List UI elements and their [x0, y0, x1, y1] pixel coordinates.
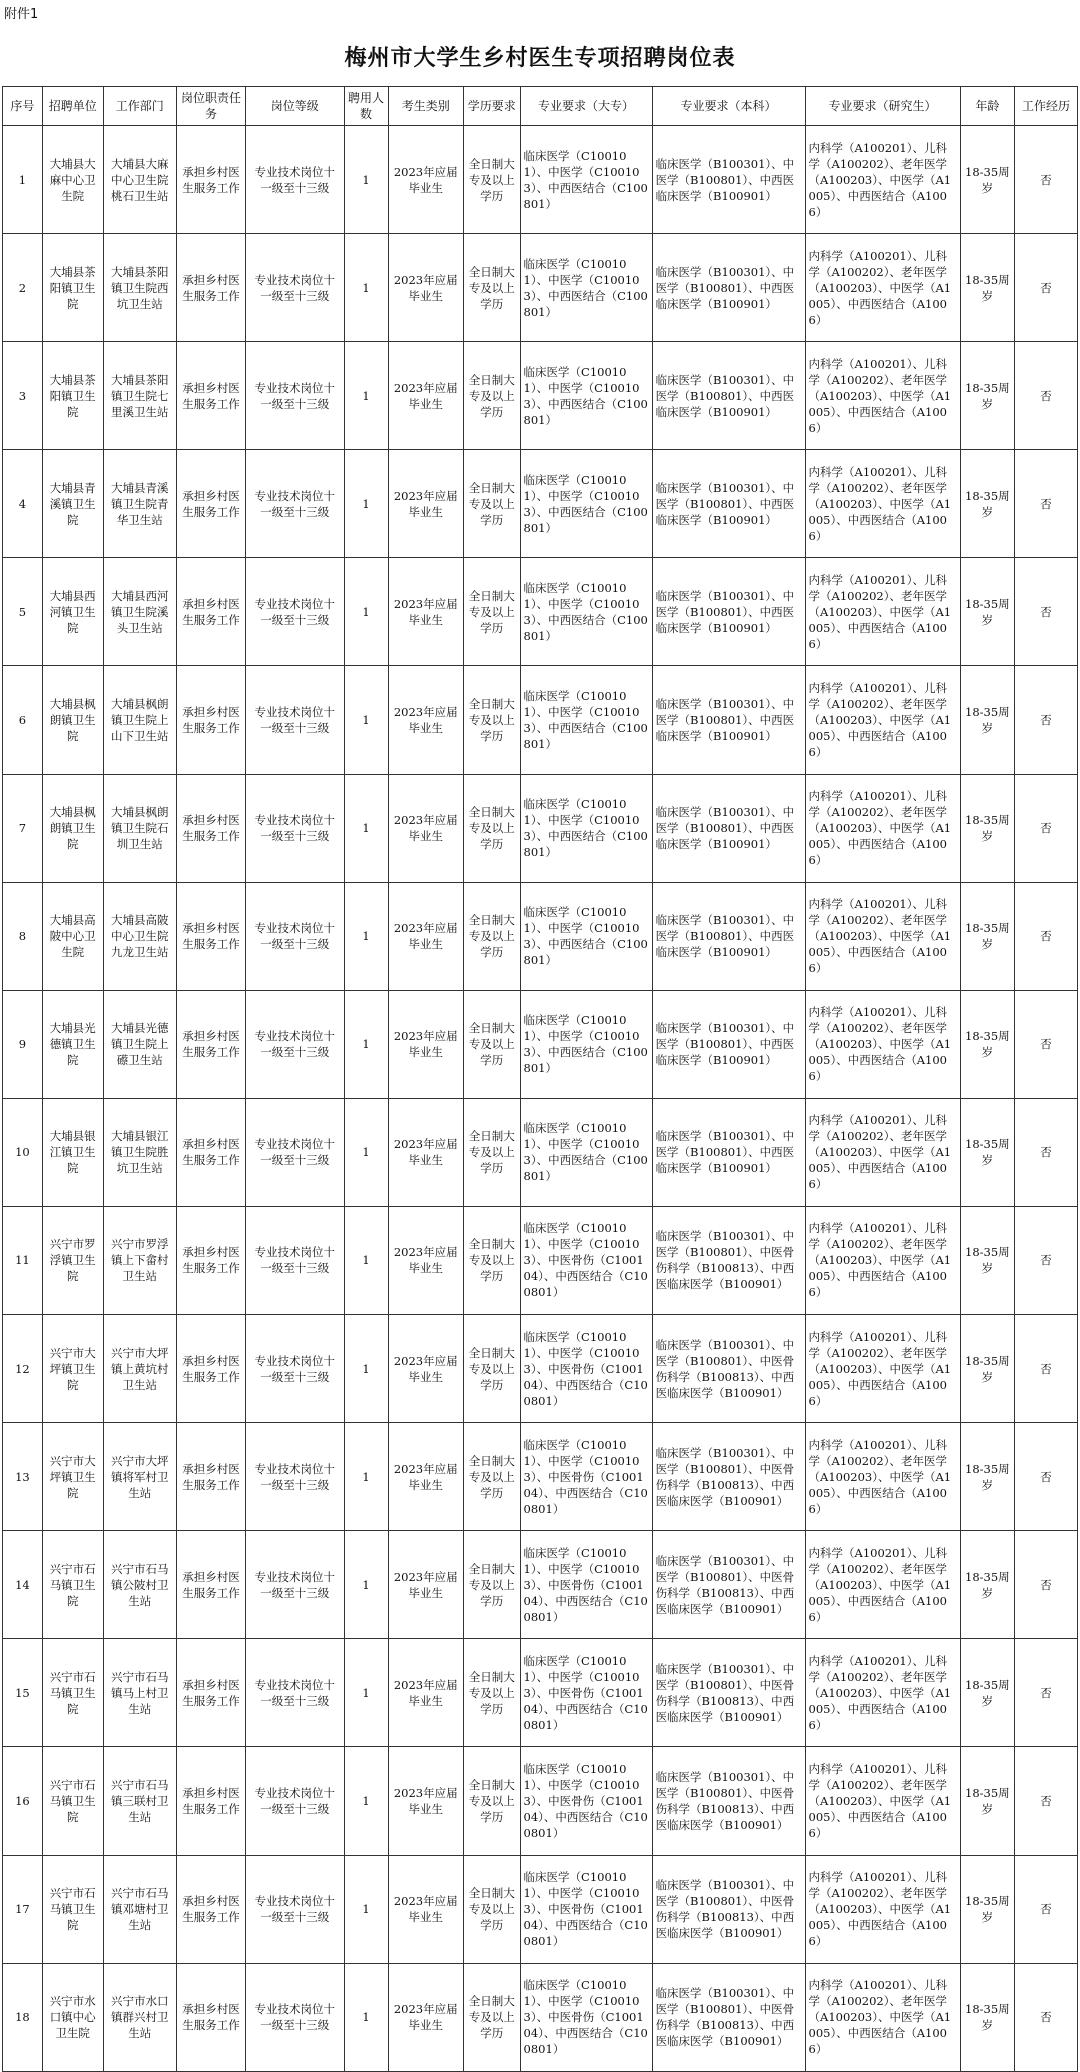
cell-major-bachelor: 临床医学（B100301）、中医学（B100801）、中医骨伤科学（B100813）、中西医临床医学（B100901） [652, 1423, 805, 1531]
cell-unit: 兴宁市石马镇卫生院 [42, 1531, 103, 1639]
cell-experience: 否 [1015, 1747, 1078, 1855]
cell-major-college: 临床医学（C100101）、中医学（C100103）、中西医结合（C100801） [520, 450, 652, 558]
cell-major-bachelor: 临床医学（B100301）、中医学（B100801）、中医骨伤科学（B100813）、中西医临床医学（B100901） [652, 1855, 805, 1963]
cell-grade: 专业技术岗位十一级至十三级 [246, 1639, 344, 1747]
cell-dept: 兴宁市石马镇马上村卫生站 [103, 1639, 176, 1747]
table-row [3, 882, 1078, 990]
cell-category: 2023年应届毕业生 [388, 234, 463, 342]
cell-major-college: 临床医学（C100101）、中医学（C100103）、中西医结合（C100801） [520, 882, 652, 990]
cell-duty: 承担乡村医生服务工作 [176, 450, 245, 558]
cell-no: 17 [3, 1855, 43, 1963]
cell-unit: 兴宁市罗浮镇卫生院 [42, 1206, 103, 1314]
cell-major-graduate: 内科学（A100201）、儿科学（A100202）、老年医学（A100203）、中医学（A1005）、中西医结合（A1006） [805, 1531, 960, 1639]
cell-age: 18-35周岁 [960, 990, 1014, 1098]
cell-unit: 大埔县枫朗镇卫生院 [42, 666, 103, 774]
cell-major-graduate: 内科学（A100201）、儿科学（A100202）、老年医学（A100203）、中医学（A1005）、中西医结合（A1006） [805, 1747, 960, 1855]
cell-dept: 大埔县枫朗镇卫生院石圳卫生站 [103, 774, 176, 882]
cell-duty: 承担乡村医生服务工作 [176, 882, 245, 990]
cell-duty: 承担乡村医生服务工作 [176, 126, 245, 234]
cell-major-bachelor: 临床医学（B100301）、中医学（B100801）、中医骨伤科学（B100813）、中西医临床医学（B100901） [652, 1206, 805, 1314]
cell-no: 2 [3, 234, 43, 342]
cell-category: 2023年应届毕业生 [388, 1747, 463, 1855]
cell-duty: 承担乡村医生服务工作 [176, 1315, 245, 1423]
cell-dept: 大埔县茶阳镇卫生院西坑卫生站 [103, 234, 176, 342]
cell-experience: 否 [1015, 666, 1078, 774]
cell-education: 全日制大专及以上学历 [463, 234, 520, 342]
cell-no: 13 [3, 1423, 43, 1531]
header-experience: 工作经历 [1015, 87, 1078, 126]
table-row [3, 1531, 1078, 1639]
table-row [3, 342, 1078, 450]
cell-experience: 否 [1015, 1206, 1078, 1314]
cell-count: 1 [344, 1098, 388, 1206]
cell-major-graduate: 内科学（A100201）、儿科学（A100202）、老年医学（A100203）、中医学（A1005）、中西医结合（A1006） [805, 1206, 960, 1314]
cell-dept: 大埔县光德镇卫生院上礤卫生站 [103, 990, 176, 1098]
cell-major-graduate: 内科学（A100201）、儿科学（A100202）、老年医学（A100203）、中医学（A1005）、中西医结合（A1006） [805, 558, 960, 666]
cell-unit: 大埔县茶阳镇卫生院 [42, 342, 103, 450]
cell-grade: 专业技术岗位十一级至十三级 [246, 234, 344, 342]
cell-major-college: 临床医学（C100101）、中医学（C100103）、中西医结合（C100801） [520, 558, 652, 666]
cell-grade: 专业技术岗位十一级至十三级 [246, 1855, 344, 1963]
cell-experience: 否 [1015, 1531, 1078, 1639]
cell-count: 1 [344, 1206, 388, 1314]
table-row [3, 1855, 1078, 1963]
cell-major-graduate: 内科学（A100201）、儿科学（A100202）、老年医学（A100203）、中医学（A1005）、中西医结合（A1006） [805, 1855, 960, 1963]
table-row [3, 1747, 1078, 1855]
cell-duty: 承担乡村医生服务工作 [176, 1206, 245, 1314]
cell-no: 11 [3, 1206, 43, 1314]
cell-major-bachelor: 临床医学（B100301）、中医学（B100801）、中医骨伤科学（B100813）、中西医临床医学（B100901） [652, 1531, 805, 1639]
cell-dept: 大埔县枫朗镇卫生院上山下卫生站 [103, 666, 176, 774]
table-row [3, 774, 1078, 882]
cell-education: 全日制大专及以上学历 [463, 1531, 520, 1639]
cell-education: 全日制大专及以上学历 [463, 126, 520, 234]
cell-age: 18-35周岁 [960, 774, 1014, 882]
cell-unit: 大埔县西河镇卫生院 [42, 558, 103, 666]
cell-experience: 否 [1015, 882, 1078, 990]
cell-duty: 承担乡村医生服务工作 [176, 774, 245, 882]
cell-no: 18 [3, 1963, 43, 2071]
cell-major-bachelor: 临床医学（B100301）、中医学（B100801）、中西医临床医学（B100901） [652, 882, 805, 990]
cell-grade: 专业技术岗位十一级至十三级 [246, 1963, 344, 2071]
cell-major-graduate: 内科学（A100201）、儿科学（A100202）、老年医学（A100203）、中医学（A1005）、中西医结合（A1006） [805, 1963, 960, 2071]
cell-major-college: 临床医学（C100101）、中医学（C100103）、中西医结合（C100801） [520, 1098, 652, 1206]
cell-grade: 专业技术岗位十一级至十三级 [246, 882, 344, 990]
cell-duty: 承担乡村医生服务工作 [176, 234, 245, 342]
cell-dept: 兴宁市石马镇邓塘村卫生站 [103, 1855, 176, 1963]
cell-major-bachelor: 临床医学（B100301）、中医学（B100801）、中西医临床医学（B100901） [652, 342, 805, 450]
cell-dept: 大埔县西河镇卫生院溪头卫生站 [103, 558, 176, 666]
cell-education: 全日制大专及以上学历 [463, 1098, 520, 1206]
cell-major-bachelor: 临床医学（B100301）、中医学（B100801）、中西医临床医学（B100901） [652, 774, 805, 882]
cell-major-college: 临床医学（C100101）、中医学（C100103）、中医骨伤（C100104）、中西医结合（C100801） [520, 1423, 652, 1531]
cell-count: 1 [344, 1423, 388, 1531]
cell-age: 18-35周岁 [960, 666, 1014, 774]
cell-grade: 专业技术岗位十一级至十三级 [246, 1423, 344, 1531]
table-row [3, 666, 1078, 774]
cell-count: 1 [344, 774, 388, 882]
page-title: 梅州市大学生乡村医生专项招聘岗位表 [344, 45, 736, 71]
cell-major-college: 临床医学（C100101）、中医学（C100103）、中西医结合（C100801） [520, 990, 652, 1098]
cell-no: 3 [3, 342, 43, 450]
cell-unit: 兴宁市石马镇卫生院 [42, 1855, 103, 1963]
cell-unit: 兴宁市大坪镇卫生院 [42, 1423, 103, 1531]
cell-grade: 专业技术岗位十一级至十三级 [246, 1098, 344, 1206]
cell-major-college: 临床医学（C100101）、中医学（C100103）、中西医结合（C100801） [520, 666, 652, 774]
table-row [3, 990, 1078, 1098]
cell-education: 全日制大专及以上学历 [463, 1639, 520, 1747]
table-row [3, 1315, 1078, 1423]
table-row [3, 1963, 1078, 2071]
cell-duty: 承担乡村医生服务工作 [176, 1639, 245, 1747]
cell-dept: 大埔县青溪镇卫生院青华卫生站 [103, 450, 176, 558]
cell-unit: 兴宁市大坪镇卫生院 [42, 1315, 103, 1423]
table-row [3, 1098, 1078, 1206]
cell-major-college: 临床医学（C100101）、中医学（C100103）、中医骨伤（C100104）、中西医结合（C100801） [520, 1855, 652, 1963]
cell-count: 1 [344, 1963, 388, 2071]
cell-category: 2023年应届毕业生 [388, 126, 463, 234]
cell-major-graduate: 内科学（A100201）、儿科学（A100202）、老年医学（A100203）、中医学（A1005）、中西医结合（A1006） [805, 450, 960, 558]
cell-grade: 专业技术岗位十一级至十三级 [246, 342, 344, 450]
cell-major-graduate: 内科学（A100201）、儿科学（A100202）、老年医学（A100203）、中医学（A1005）、中西医结合（A1006） [805, 126, 960, 234]
cell-no: 8 [3, 882, 43, 990]
cell-duty: 承担乡村医生服务工作 [176, 558, 245, 666]
cell-major-college: 临床医学（C100101）、中医学（C100103）、中医骨伤（C100104）、中西医结合（C100801） [520, 1747, 652, 1855]
cell-no: 9 [3, 990, 43, 1098]
cell-dept: 兴宁市大坪镇上黄坑村卫生站 [103, 1315, 176, 1423]
cell-education: 全日制大专及以上学历 [463, 450, 520, 558]
cell-duty: 承担乡村医生服务工作 [176, 1098, 245, 1206]
cell-major-graduate: 内科学（A100201）、儿科学（A100202）、老年医学（A100203）、中医学（A1005）、中西医结合（A1006） [805, 666, 960, 774]
cell-category: 2023年应届毕业生 [388, 1206, 463, 1314]
header-education: 学历要求 [463, 87, 520, 126]
cell-age: 18-35周岁 [960, 1315, 1014, 1423]
cell-dept: 大埔县高陂中心卫生院九龙卫生站 [103, 882, 176, 990]
cell-experience: 否 [1015, 450, 1078, 558]
cell-experience: 否 [1015, 126, 1078, 234]
cell-major-bachelor: 临床医学（B100301）、中医学（B100801）、中西医临床医学（B100901） [652, 666, 805, 774]
header-grade: 岗位等级 [246, 87, 344, 126]
header-count: 聘用人数 [344, 87, 388, 126]
cell-category: 2023年应届毕业生 [388, 450, 463, 558]
cell-category: 2023年应届毕业生 [388, 1315, 463, 1423]
cell-duty: 承担乡村医生服务工作 [176, 1531, 245, 1639]
cell-age: 18-35周岁 [960, 1206, 1014, 1314]
cell-unit: 大埔县光德镇卫生院 [42, 990, 103, 1098]
cell-grade: 专业技术岗位十一级至十三级 [246, 126, 344, 234]
cell-category: 2023年应届毕业生 [388, 774, 463, 882]
cell-major-graduate: 内科学（A100201）、儿科学（A100202）、老年医学（A100203）、中医学（A1005）、中西医结合（A1006） [805, 1423, 960, 1531]
cell-major-bachelor: 临床医学（B100301）、中医学（B100801）、中医骨伤科学（B100813）、中西医临床医学（B100901） [652, 1963, 805, 2071]
cell-age: 18-35周岁 [960, 882, 1014, 990]
cell-age: 18-35周岁 [960, 1098, 1014, 1206]
attachment-label: 附件1 [4, 7, 39, 22]
cell-age: 18-35周岁 [960, 1963, 1014, 2071]
cell-age: 18-35周岁 [960, 126, 1014, 234]
cell-experience: 否 [1015, 342, 1078, 450]
cell-major-college: 临床医学（C100101）、中医学（C100103）、中医骨伤（C100104）、中西医结合（C100801） [520, 1531, 652, 1639]
cell-unit: 大埔县银江镇卫生院 [42, 1098, 103, 1206]
cell-age: 18-35周岁 [960, 558, 1014, 666]
cell-education: 全日制大专及以上学历 [463, 342, 520, 450]
cell-education: 全日制大专及以上学历 [463, 1963, 520, 2071]
cell-count: 1 [344, 1531, 388, 1639]
cell-no: 4 [3, 450, 43, 558]
cell-education: 全日制大专及以上学历 [463, 666, 520, 774]
cell-duty: 承担乡村医生服务工作 [176, 342, 245, 450]
cell-no: 7 [3, 774, 43, 882]
cell-age: 18-35周岁 [960, 342, 1014, 450]
cell-education: 全日制大专及以上学历 [463, 1423, 520, 1531]
table-row [3, 450, 1078, 558]
cell-no: 12 [3, 1315, 43, 1423]
cell-dept: 兴宁市石马镇三联村卫生站 [103, 1747, 176, 1855]
cell-count: 1 [344, 1315, 388, 1423]
header-major-bachelor: 专业要求（本科） [652, 87, 805, 126]
header-duty: 岗位职责任务 [176, 87, 245, 126]
cell-unit: 大埔县大麻中心卫生院 [42, 126, 103, 234]
cell-dept: 大埔县大麻中心卫生院桃石卫生站 [103, 126, 176, 234]
table-row [3, 1639, 1078, 1747]
cell-category: 2023年应届毕业生 [388, 1639, 463, 1747]
cell-grade: 专业技术岗位十一级至十三级 [246, 1315, 344, 1423]
cell-duty: 承担乡村医生服务工作 [176, 1963, 245, 2071]
header-dept: 工作部门 [103, 87, 176, 126]
cell-duty: 承担乡村医生服务工作 [176, 1423, 245, 1531]
cell-major-bachelor: 临床医学（B100301）、中医学（B100801）、中西医临床医学（B100901） [652, 234, 805, 342]
cell-unit: 大埔县茶阳镇卫生院 [42, 234, 103, 342]
cell-grade: 专业技术岗位十一级至十三级 [246, 1531, 344, 1639]
cell-major-bachelor: 临床医学（B100301）、中医学（B100801）、中西医临床医学（B100901） [652, 126, 805, 234]
cell-grade: 专业技术岗位十一级至十三级 [246, 990, 344, 1098]
cell-category: 2023年应届毕业生 [388, 666, 463, 774]
cell-dept: 兴宁市石马镇公陂村卫生站 [103, 1531, 176, 1639]
cell-category: 2023年应届毕业生 [388, 882, 463, 990]
cell-dept: 大埔县银江镇卫生院胜坑卫生站 [103, 1098, 176, 1206]
cell-education: 全日制大专及以上学历 [463, 1855, 520, 1963]
cell-experience: 否 [1015, 774, 1078, 882]
table-header-row [3, 87, 1078, 126]
cell-count: 1 [344, 882, 388, 990]
cell-education: 全日制大专及以上学历 [463, 882, 520, 990]
cell-major-bachelor: 临床医学（B100301）、中医学（B100801）、中西医临床医学（B100901） [652, 558, 805, 666]
cell-duty: 承担乡村医生服务工作 [176, 1747, 245, 1855]
cell-major-bachelor: 临床医学（B100301）、中医学（B100801）、中医骨伤科学（B100813）、中西医临床医学（B100901） [652, 1639, 805, 1747]
cell-education: 全日制大专及以上学历 [463, 1747, 520, 1855]
cell-dept: 大埔县茶阳镇卫生院七里溪卫生站 [103, 342, 176, 450]
cell-category: 2023年应届毕业生 [388, 342, 463, 450]
recruitment-table [2, 86, 1078, 2072]
cell-unit: 大埔县青溪镇卫生院 [42, 450, 103, 558]
table-row [3, 558, 1078, 666]
cell-duty: 承担乡村医生服务工作 [176, 666, 245, 774]
table-row [3, 1206, 1078, 1314]
cell-education: 全日制大专及以上学历 [463, 990, 520, 1098]
cell-no: 16 [3, 1747, 43, 1855]
cell-no: 14 [3, 1531, 43, 1639]
cell-grade: 专业技术岗位十一级至十三级 [246, 774, 344, 882]
cell-grade: 专业技术岗位十一级至十三级 [246, 1206, 344, 1314]
cell-major-graduate: 内科学（A100201）、儿科学（A100202）、老年医学（A100203）、中医学（A1005）、中西医结合（A1006） [805, 882, 960, 990]
cell-no: 1 [3, 126, 43, 234]
cell-major-college: 临床医学（C100101）、中医学（C100103）、中西医结合（C100801） [520, 126, 652, 234]
cell-major-college: 临床医学（C100101）、中医学（C100103）、中医骨伤（C100104）、中西医结合（C100801） [520, 1206, 652, 1314]
cell-age: 18-35周岁 [960, 1855, 1014, 1963]
cell-count: 1 [344, 558, 388, 666]
header-major-graduate: 专业要求（研究生） [805, 87, 960, 126]
header-category: 考生类别 [388, 87, 463, 126]
cell-duty: 承担乡村医生服务工作 [176, 1855, 245, 1963]
cell-no: 5 [3, 558, 43, 666]
cell-major-graduate: 内科学（A100201）、儿科学（A100202）、老年医学（A100203）、中医学（A1005）、中西医结合（A1006） [805, 1315, 960, 1423]
cell-dept: 兴宁市罗浮镇上下畲村卫生站 [103, 1206, 176, 1314]
cell-major-bachelor: 临床医学（B100301）、中医学（B100801）、中医骨伤科学（B100813）、中西医临床医学（B100901） [652, 1315, 805, 1423]
cell-experience: 否 [1015, 1639, 1078, 1747]
cell-no: 10 [3, 1098, 43, 1206]
cell-major-bachelor: 临床医学（B100301）、中医学（B100801）、中医骨伤科学（B100813）、中西医临床医学（B100901） [652, 1747, 805, 1855]
cell-education: 全日制大专及以上学历 [463, 774, 520, 882]
cell-major-college: 临床医学（C100101）、中医学（C100103）、中医骨伤（C100104）、中西医结合（C100801） [520, 1963, 652, 2071]
table-row [3, 126, 1078, 234]
cell-count: 1 [344, 1639, 388, 1747]
cell-no: 15 [3, 1639, 43, 1747]
cell-dept: 兴宁市水口镇群兴村卫生站 [103, 1963, 176, 2071]
cell-count: 1 [344, 234, 388, 342]
cell-experience: 否 [1015, 1423, 1078, 1531]
header-no: 序号 [3, 87, 43, 126]
cell-duty: 承担乡村医生服务工作 [176, 990, 245, 1098]
header-age: 年龄 [960, 87, 1014, 126]
cell-major-graduate: 内科学（A100201）、儿科学（A100202）、老年医学（A100203）、中医学（A1005）、中西医结合（A1006） [805, 990, 960, 1098]
cell-age: 18-35周岁 [960, 1639, 1014, 1747]
table-row [3, 1423, 1078, 1531]
table-row [3, 234, 1078, 342]
cell-education: 全日制大专及以上学历 [463, 1206, 520, 1314]
cell-experience: 否 [1015, 1098, 1078, 1206]
cell-count: 1 [344, 126, 388, 234]
cell-count: 1 [344, 1747, 388, 1855]
cell-category: 2023年应届毕业生 [388, 990, 463, 1098]
cell-age: 18-35周岁 [960, 1747, 1014, 1855]
cell-experience: 否 [1015, 558, 1078, 666]
header-unit: 招聘单位 [42, 87, 103, 126]
cell-major-college: 临床医学（C100101）、中医学（C100103）、中西医结合（C100801） [520, 342, 652, 450]
cell-major-college: 临床医学（C100101）、中医学（C100103）、中医骨伤（C100104）、中西医结合（C100801） [520, 1315, 652, 1423]
cell-major-graduate: 内科学（A100201）、儿科学（A100202）、老年医学（A100203）、中医学（A1005）、中西医结合（A1006） [805, 342, 960, 450]
cell-count: 1 [344, 990, 388, 1098]
cell-age: 18-35周岁 [960, 450, 1014, 558]
cell-major-bachelor: 临床医学（B100301）、中医学（B100801）、中西医临床医学（B100901） [652, 1098, 805, 1206]
cell-education: 全日制大专及以上学历 [463, 558, 520, 666]
cell-experience: 否 [1015, 1315, 1078, 1423]
cell-grade: 专业技术岗位十一级至十三级 [246, 1747, 344, 1855]
cell-no: 6 [3, 666, 43, 774]
cell-unit: 大埔县枫朗镇卫生院 [42, 774, 103, 882]
cell-unit: 大埔县高陂中心卫生院 [42, 882, 103, 990]
cell-major-graduate: 内科学（A100201）、儿科学（A100202）、老年医学（A100203）、中医学（A1005）、中西医结合（A1006） [805, 1639, 960, 1747]
cell-count: 1 [344, 666, 388, 774]
cell-major-college: 临床医学（C100101）、中医学（C100103）、中西医结合（C100801） [520, 234, 652, 342]
cell-category: 2023年应届毕业生 [388, 1531, 463, 1639]
cell-category: 2023年应届毕业生 [388, 558, 463, 666]
cell-count: 1 [344, 342, 388, 450]
header-major-college: 专业要求（大专） [520, 87, 652, 126]
cell-grade: 专业技术岗位十一级至十三级 [246, 450, 344, 558]
cell-major-graduate: 内科学（A100201）、儿科学（A100202）、老年医学（A100203）、中医学（A1005）、中西医结合（A1006） [805, 234, 960, 342]
cell-age: 18-35周岁 [960, 1423, 1014, 1531]
cell-category: 2023年应届毕业生 [388, 1423, 463, 1531]
cell-dept: 兴宁市大坪镇将军村卫生站 [103, 1423, 176, 1531]
cell-experience: 否 [1015, 1963, 1078, 2071]
cell-category: 2023年应届毕业生 [388, 1098, 463, 1206]
cell-unit: 兴宁市石马镇卫生院 [42, 1639, 103, 1747]
cell-age: 18-35周岁 [960, 234, 1014, 342]
cell-count: 1 [344, 450, 388, 558]
cell-education: 全日制大专及以上学历 [463, 1315, 520, 1423]
cell-major-bachelor: 临床医学（B100301）、中医学（B100801）、中西医临床医学（B100901） [652, 990, 805, 1098]
cell-unit: 兴宁市水口镇中心卫生院 [42, 1963, 103, 2071]
cell-category: 2023年应届毕业生 [388, 1963, 463, 2071]
cell-unit: 兴宁市石马镇卫生院 [42, 1747, 103, 1855]
cell-major-bachelor: 临床医学（B100301）、中医学（B100801）、中西医临床医学（B100901） [652, 450, 805, 558]
cell-experience: 否 [1015, 234, 1078, 342]
cell-count: 1 [344, 1855, 388, 1963]
cell-major-college: 临床医学（C100101）、中医学（C100103）、中西医结合（C100801） [520, 774, 652, 882]
cell-category: 2023年应届毕业生 [388, 1855, 463, 1963]
cell-major-graduate: 内科学（A100201）、儿科学（A100202）、老年医学（A100203）、中医学（A1005）、中西医结合（A1006） [805, 774, 960, 882]
cell-major-graduate: 内科学（A100201）、儿科学（A100202）、老年医学（A100203）、中医学（A1005）、中西医结合（A1006） [805, 1098, 960, 1206]
cell-experience: 否 [1015, 990, 1078, 1098]
cell-major-college: 临床医学（C100101）、中医学（C100103）、中医骨伤（C100104）、中西医结合（C100801） [520, 1639, 652, 1747]
cell-grade: 专业技术岗位十一级至十三级 [246, 558, 344, 666]
cell-age: 18-35周岁 [960, 1531, 1014, 1639]
cell-grade: 专业技术岗位十一级至十三级 [246, 666, 344, 774]
cell-experience: 否 [1015, 1855, 1078, 1963]
